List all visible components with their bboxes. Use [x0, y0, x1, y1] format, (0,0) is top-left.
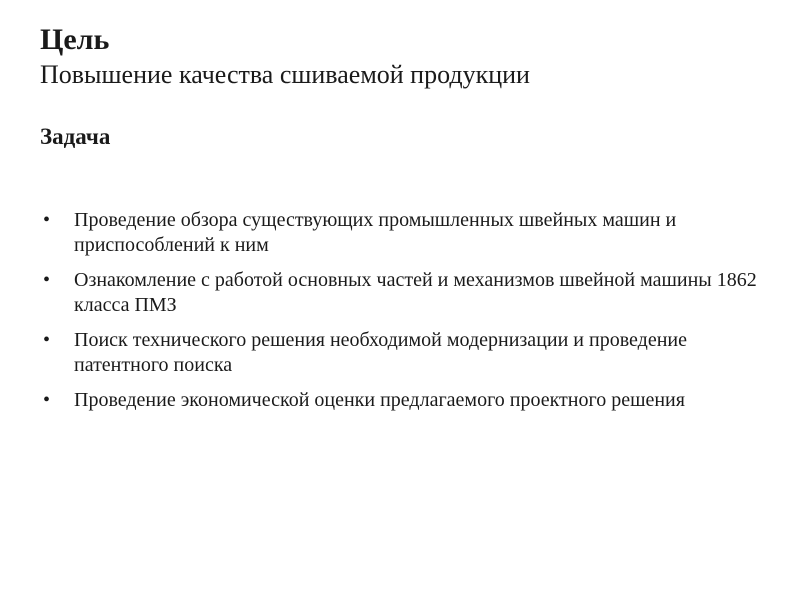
goal-text: Повышение качества сшиваемой продукции	[40, 60, 530, 89]
bullet-icon: •	[43, 329, 51, 351]
goal-heading: Цель	[40, 23, 110, 56]
task-list-item	[40, 268, 760, 318]
task-list-item	[40, 388, 760, 413]
bullet-icon: •	[43, 389, 51, 411]
task-list-item	[40, 328, 760, 378]
bullet-icon: •	[43, 209, 51, 231]
task-list-item	[40, 208, 760, 258]
task-item-text: Проведение экономической оценки предлагаемого проектного решения	[74, 389, 685, 411]
task-list	[40, 208, 760, 423]
task-item-text: Ознакомление с работой основных частей и механизмов швейной машины 1862 класса ПМЗ	[74, 269, 757, 316]
task-heading: Задача	[40, 124, 111, 149]
bullet-icon: •	[43, 269, 51, 291]
task-item-text: Поиск технического решения необходимой модернизации и проведение патентного поиска	[74, 329, 687, 376]
task-item-text: Проведение обзора существующих промышленных швейных машин и приспособлений к ним	[74, 209, 677, 256]
